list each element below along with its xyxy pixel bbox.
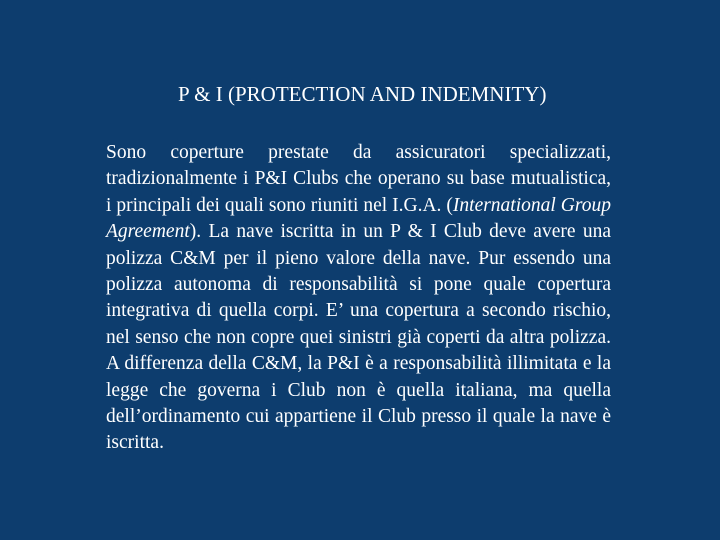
- slide-body-text: [106, 140, 611, 457]
- slide-title: P & I (PROTECTION AND INDEMNITY): [178, 82, 547, 106]
- body-text-part-1: Sono coperture prestate da assicuratori specializzati, tradizionalmente i P&I Clubs che operano su base mutualistica, i principali dei quali sono riuniti nel I.G.A. (: [106, 142, 611, 216]
- body-text-italic-term: International Group Agreement: [106, 194, 611, 243]
- body-text-part-2: ). La nave iscritta in un P & I Club deve avere una polizza C&M per il pieno valore della nave. Pur essendo una polizza autonoma di responsabilità si pone quale copertura integrativa di quella corpi. E’ una copertura a secondo rischio, nel senso che non copre quei sinistri già coperti da altra polizza. A differenza della C&M, la P&I è a responsabilità illimitata e la legge che governa i Club non è quella italiana, ma quella dell’ordinamento cui appartiene il Club presso il quale la nave è iscritta.: [106, 221, 611, 454]
